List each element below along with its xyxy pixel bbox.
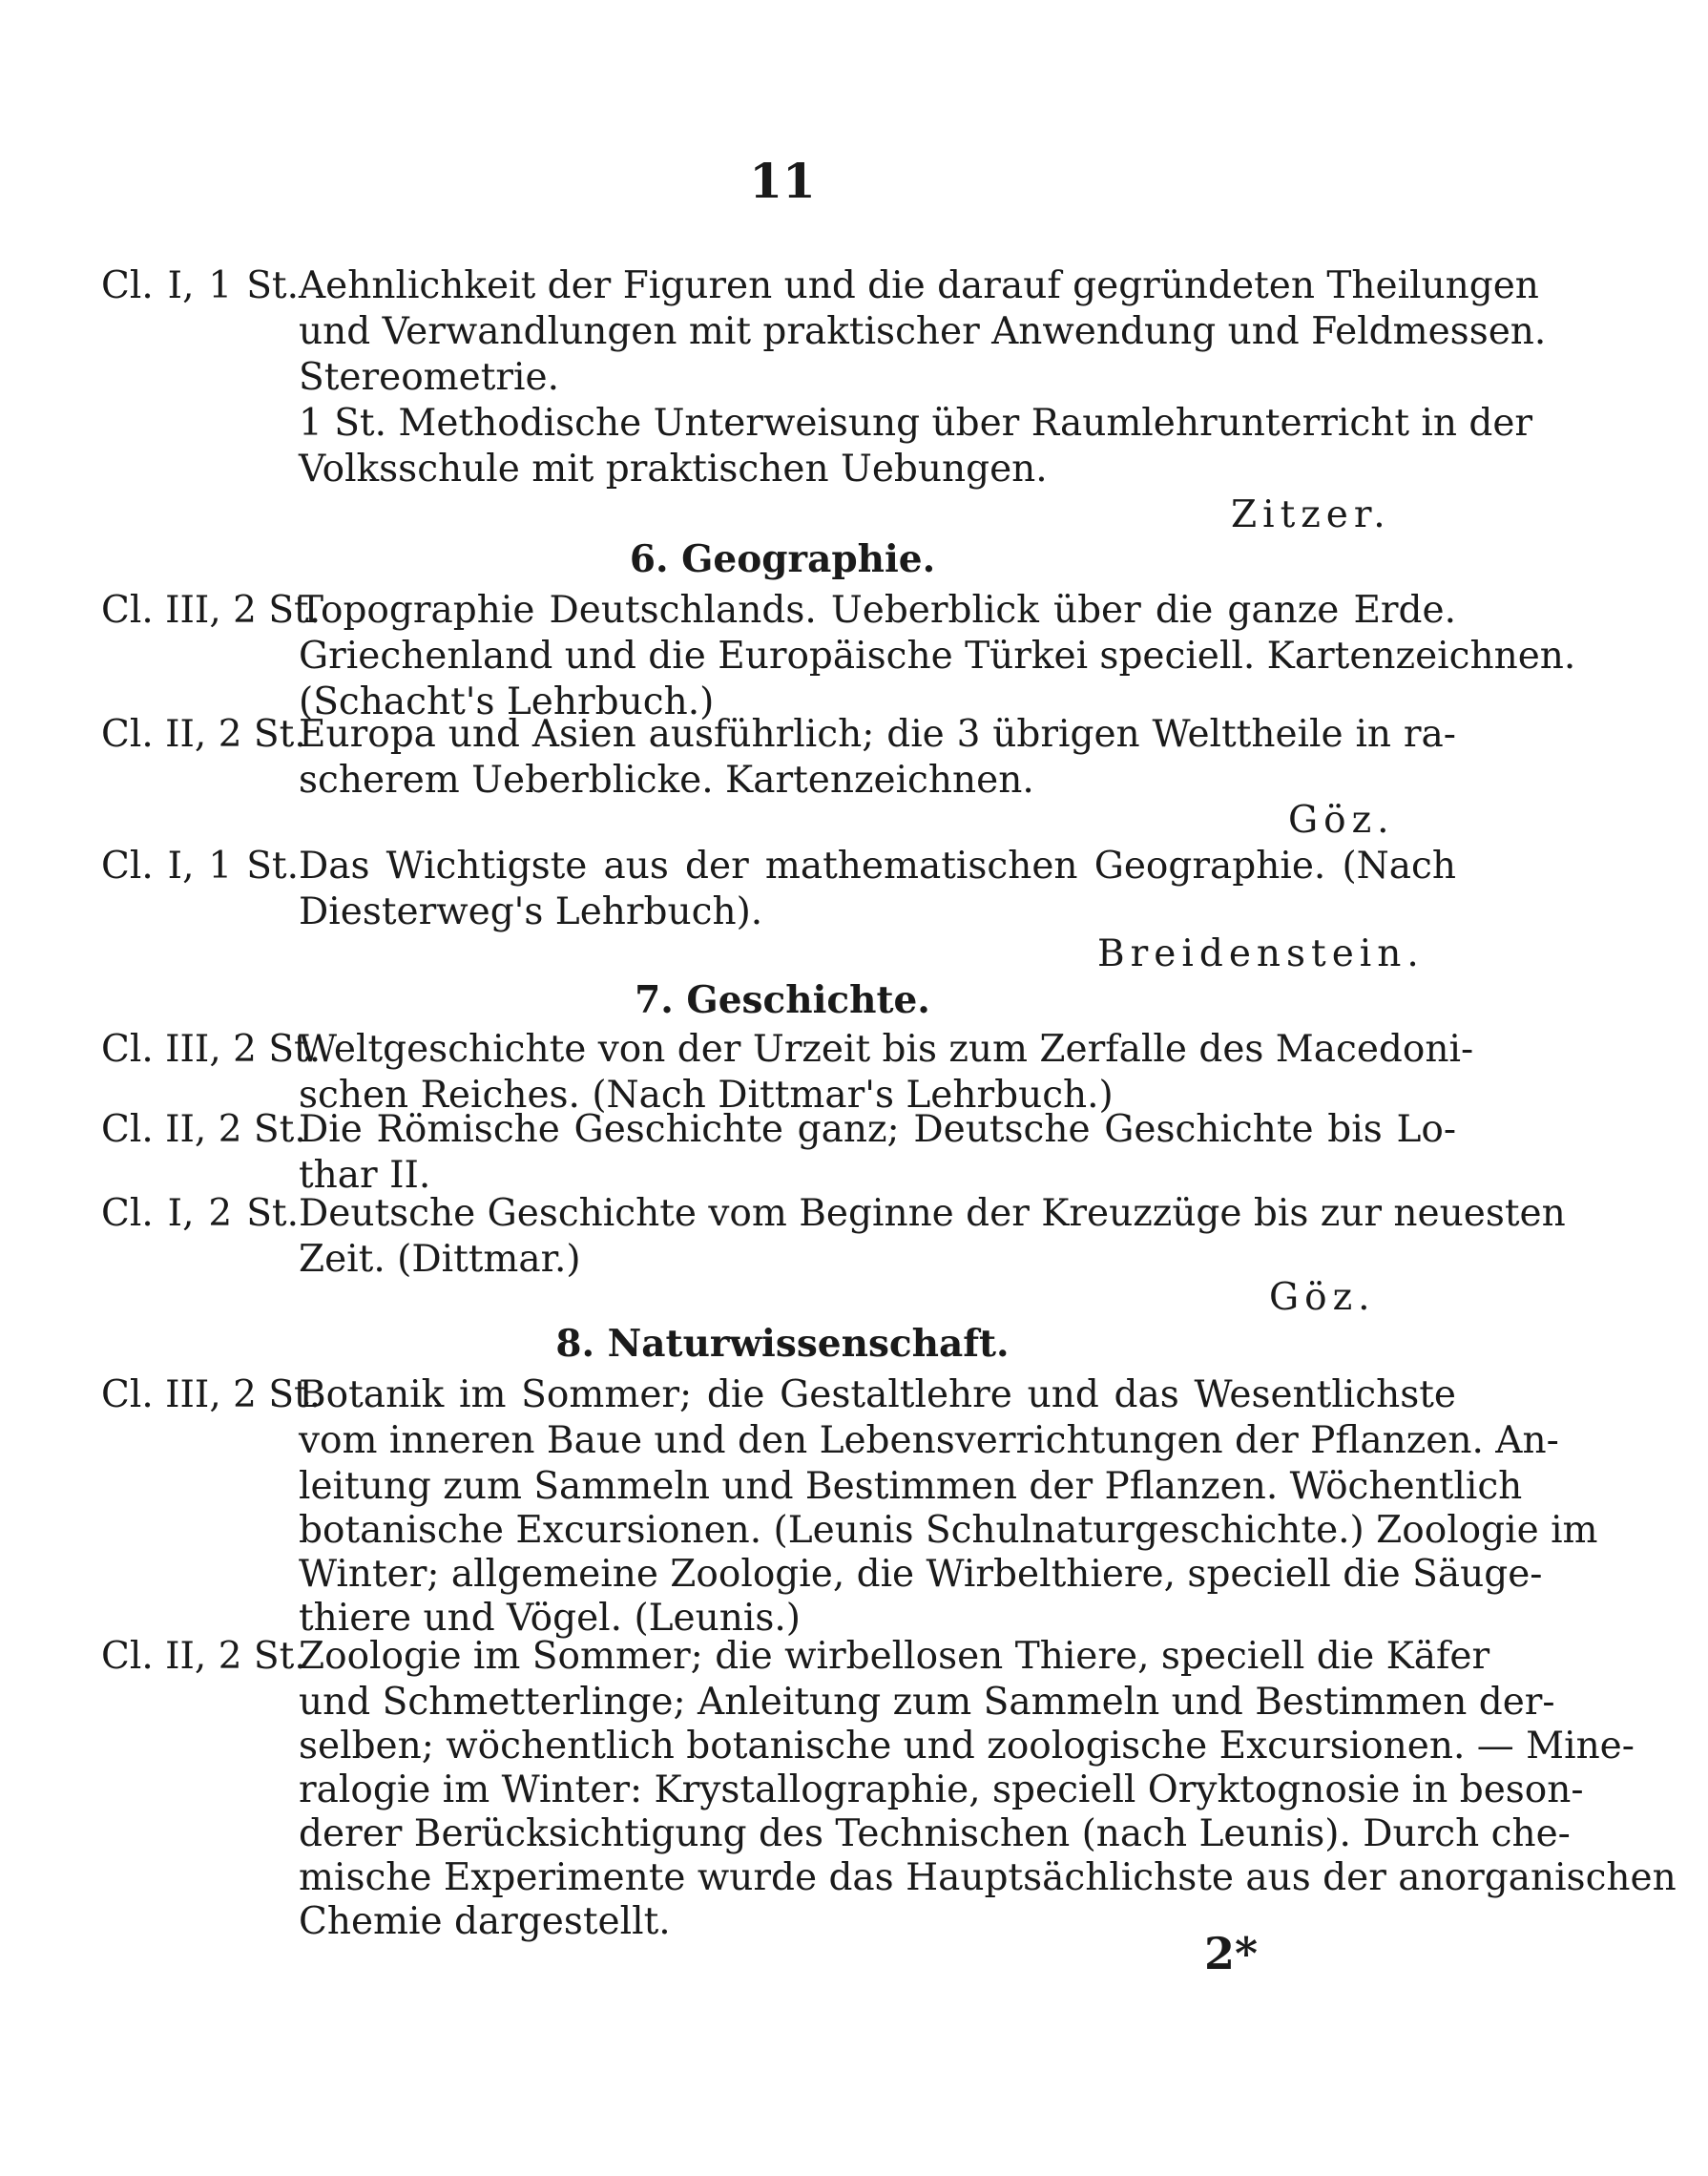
section-heading: 7. Geschichte. <box>635 978 930 1022</box>
text-line <box>101 1027 1474 1073</box>
text-line: und Schmetterlinge; Anleitung zum Sammeln und Bestimmen der- <box>299 1681 1555 1724</box>
author-signature: Breidenstein. <box>1097 932 1425 975</box>
line-text: Deutsche Geschichte vom Beginne der Kreuzzüge bis zur neuesten <box>299 1192 1566 1235</box>
section-heading: 6. Geographie. <box>629 537 936 581</box>
text-line: Winter; allgemeine Zoologie, die Wirbelthiere, speciell die Säuge- <box>299 1553 1543 1596</box>
line-text: Botanik im Sommer; die Gestaltlehre und das Wesentlichste <box>299 1373 1456 1416</box>
page-number: 11 <box>749 153 816 209</box>
text-line: derer Berücksichtigung des Technischen (nach Leunis). Durch che- <box>299 1812 1571 1855</box>
text-line: mische Experimente wurde das Hauptsächlichste aus der anorganischen <box>299 1856 1677 1899</box>
text-line <box>101 263 1539 309</box>
text-line: Stereometrie. <box>299 356 559 399</box>
line-text: Das Wichtigste aus der mathematischen Geographie. (Nach <box>299 845 1456 888</box>
line-text: Weltgeschichte von der Urzeit bis zum Zerfalle des Macedoni- <box>299 1028 1474 1071</box>
text-line <box>101 844 1456 889</box>
text-line <box>101 712 1456 758</box>
text-line: selben; wöchentlich botanische und zoologische Excursionen. — Mine- <box>299 1725 1635 1768</box>
text-line <box>101 1107 1456 1153</box>
text-line: vom inneren Baue und den Lebensverrichtungen der Pflanzen. An- <box>299 1419 1559 1462</box>
line-text: Die Römische Geschichte ganz; Deutsche Geschichte bis Lo- <box>299 1108 1456 1151</box>
text-line: Griechenland und die Europäische Türkei speciell. Kartenzeichnen. <box>299 635 1576 678</box>
text-line: ralogie im Winter: Krystallographie, speciell Oryktognosie in beson- <box>299 1768 1584 1811</box>
text-line <box>101 1372 1456 1418</box>
text-line <box>101 1191 1566 1237</box>
text-line: botanische Excursionen. (Leunis Schulnaturgeschichte.) Zoologie im <box>299 1509 1598 1552</box>
author-signature: Göz. <box>1269 1276 1376 1319</box>
class-label: Cl. III, 2 St. <box>101 589 322 632</box>
text-line: schen Reiches. (Nach Dittmar's Lehrbuch.) <box>299 1074 1114 1117</box>
class-label: Cl. II, 2 St. <box>101 713 306 756</box>
text-line: leitung zum Sammeln und Bestimmen der Pflanzen. Wöchentlich <box>299 1465 1523 1508</box>
class-label: Cl. I, 1 St. <box>101 845 299 888</box>
section-heading: 8. Naturwissenschaft. <box>555 1322 1010 1366</box>
text-line: Chemie dargestellt. <box>299 1900 671 1943</box>
line-text: Aehnlichkeit der Figuren und die darauf gegründeten Theilungen <box>299 264 1539 307</box>
text-line: und Verwandlungen mit praktischer Anwendung und Feldmessen. <box>299 310 1547 353</box>
text-line: scherem Ueberblicke. Kartenzeichnen. <box>299 759 1034 802</box>
text-line: 1 St. Methodische Unterweisung über Raumlehrunterricht in der <box>299 402 1533 445</box>
class-label: Cl. I, 1 St. <box>101 264 299 307</box>
class-label: Cl. II, 2 St. <box>101 1108 306 1151</box>
signature-mark: 2* <box>1204 1928 1259 1979</box>
line-text: Topographie Deutschlands. Ueberblick über die ganze Erde. <box>299 589 1456 632</box>
author-signature: Zitzer. <box>1231 493 1391 536</box>
class-label: Cl. III, 2 St. <box>101 1373 322 1416</box>
text-line: thar II. <box>299 1154 431 1197</box>
text-line: (Schacht's Lehrbuch.) <box>299 680 715 723</box>
text-line: Diesterweg's Lehrbuch). <box>299 890 763 933</box>
author-signature: Göz. <box>1288 799 1395 842</box>
text-line: thiere und Vögel. (Leunis.) <box>299 1597 801 1640</box>
text-line <box>101 588 1456 634</box>
text-line: Volksschule mit praktischen Uebungen. <box>299 448 1048 491</box>
text-line: Zeit. (Dittmar.) <box>299 1238 581 1281</box>
class-label: Cl. III, 2 St. <box>101 1028 322 1071</box>
line-text: Europa und Asien ausführlich; die 3 übrigen Welttheile in ra- <box>299 713 1456 756</box>
line-text: Zoologie im Sommer; die wirbellosen Thiere, speciell die Käfer <box>299 1635 1490 1678</box>
text-line <box>101 1634 1490 1680</box>
class-label: Cl. II, 2 St. <box>101 1635 306 1678</box>
class-label: Cl. I, 2 St. <box>101 1192 299 1235</box>
